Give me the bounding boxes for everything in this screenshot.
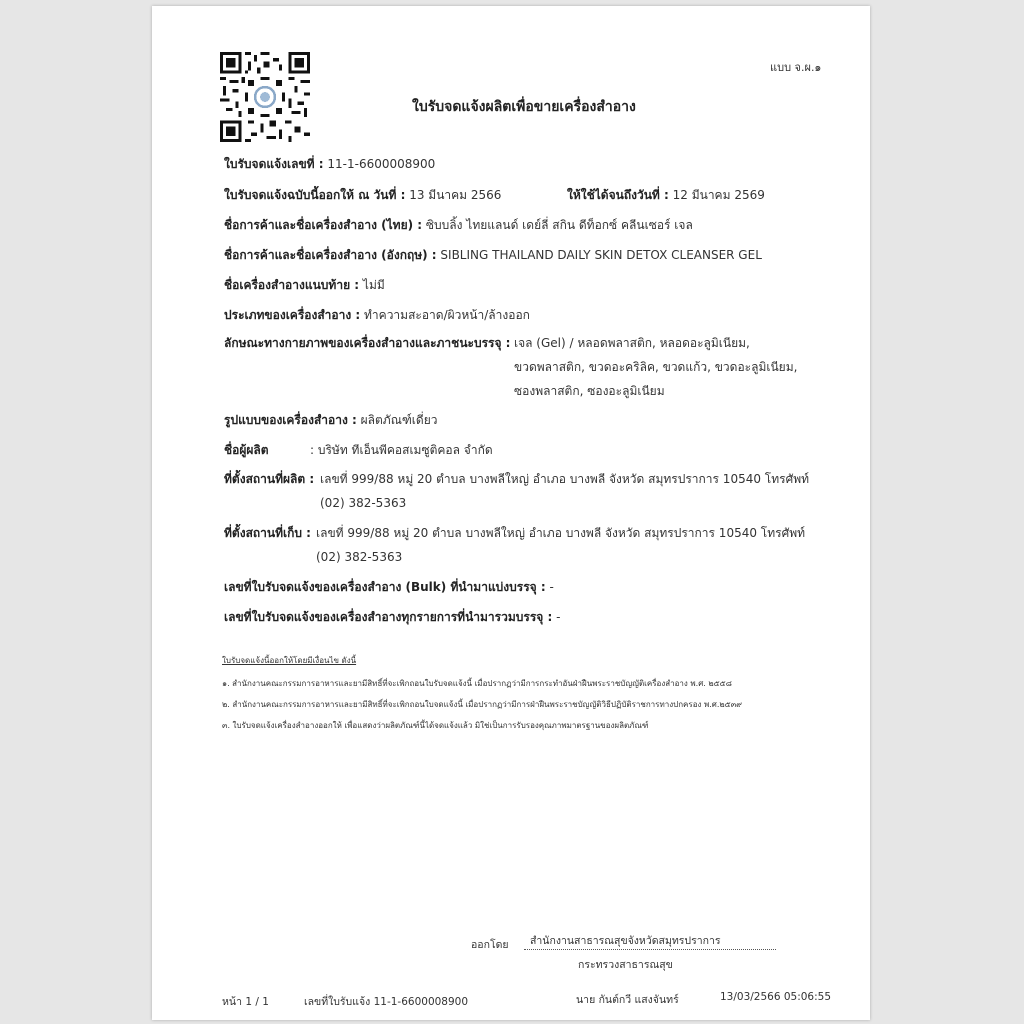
storage-phone: (02) 382-5363 — [316, 550, 403, 564]
form-row — [224, 412, 437, 428]
attached-label: ชื่อเครื่องสำอางแนบท้าย : — [224, 278, 360, 292]
condition-item: ๓. ใบรับจดแจ้งเครื่องสำอางออกให้ เพื่อแสดงว่าผลิตภัณฑ์นี้ได้จดแจ้งแล้ว มิใช่เป็นการรับรองคุณภาพมาตรฐานของผลิตภัณฑ์ — [222, 721, 649, 730]
name-th: ซิบบลิ้ง ไทยแลนด์ เดย์ลี่ สกิน ดีท็อกซ์ คลีนเซอร์ เจล — [425, 218, 693, 232]
expiry-date: 12 มีนาคม 2569 — [672, 188, 765, 202]
bulk-label: เลขที่ใบรับจดแจ้งของเครื่องสำอาง (Bulk) ที่นำมาแบ่งบรรจุ : — [224, 580, 546, 594]
all-label: เลขที่ใบรับจดแจ้งของเครื่องสำอางทุกรายการที่นำมารวมบรรจุ : — [224, 610, 553, 624]
page-number: หน้า 1 / 1 — [222, 996, 269, 1008]
issuing-office: สำนักงานสาธารณสุขจังหวัดสมุทรปราการ — [524, 932, 776, 950]
name-th-row — [224, 217, 693, 233]
ministry: กระทรวงสาธารณสุข — [578, 959, 673, 971]
physical-line: เจล (Gel) / หลอดพลาสติก, หลอดอะลูมิเนียม, — [514, 336, 750, 350]
conditions-heading: ใบรับจดแจ้งนี้ออกให้โดยมีเงื่อนไข ดังนี้ — [222, 656, 357, 665]
type-value: ทำความสะอาด/ผิวหน้า/ล้างออก — [364, 308, 530, 322]
issue-date-label: ใบรับจดแจ้งฉบับนี้ออกให้ ณ วันที่ : — [224, 188, 406, 202]
maker-value: : บริษัท ทีเอ็นพีคอสเมซูติคอล จำกัด — [310, 443, 493, 457]
certificate-page — [152, 6, 870, 1020]
storage-address: เลขที่ 999/88 หมู่ 20 ตำบล บางพลีใหญ่ อำเภอ บางพลี จังหวัด สมุทรปราการ 10540 โทรศัพท์ — [316, 526, 806, 540]
qr-code — [220, 52, 310, 142]
factory-phone: (02) 382-5363 — [320, 496, 407, 510]
type-row — [224, 307, 530, 323]
receipt-number-row — [224, 156, 435, 172]
factory-address: เลขที่ 999/88 หมู่ 20 ตำบล บางพลีใหญ่ อำเภอ บางพลี จังหวัด สมุทรปราการ 10540 โทรศัพท์ — [320, 472, 810, 486]
form-label: รูปแบบของเครื่องสำอาง : — [224, 413, 357, 427]
name-en: SIBLING THAILAND DAILY SKIN DETOX CLEANSER GEL — [440, 248, 762, 262]
physical-label: ลักษณะทางกายภาพของเครื่องสำอางและภาชนะบรรจุ : — [224, 336, 511, 350]
condition-item: ๑. สำนักงานคณะกรรมการอาหารและยามีสิทธิ์ที่จะเพิกถอนใบรับจดแจ้งนี้ เมื่อปรากฏว่ามีการกระทำอันฝ่าฝืนพระราชบัญญัติเครื่องสำอาง พ.ศ. ๒๕๕๘ — [222, 679, 732, 688]
name-en-label: ชื่อการค้าและชื่อเครื่องสำอาง (อังกฤษ) : — [224, 248, 437, 262]
document-title: ใบรับจดแจ้งผลิตเพื่อขายเครื่องสำอาง — [412, 99, 636, 115]
all-value: - — [556, 610, 561, 624]
all-row — [224, 609, 560, 625]
print-timestamp: 13/03/2566 05:06:55 — [720, 991, 832, 1003]
name-en-row — [224, 247, 762, 263]
type-label: ประเภทของเครื่องสำอาง : — [224, 308, 361, 322]
condition-item: ๒. สำนักงานคณะกรรมการอาหารและยามีสิทธิ์ที่จะเพิกถอนใบจดแจ้งนี้ เมื่อปรากฏว่ามีการฝ่าฝืนพระราชบัญญัติวิธีปฏิบัติราชการทางปกครอง พ.ศ.๒๕๓๙ — [222, 700, 743, 709]
physical-line: ขวดพลาสติก, ขวดอะคริลิค, ขวดแก้ว, ขวดอะลูมิเนียม, — [514, 360, 798, 374]
officer-name: นาย กันต์กวี แสงจันทร์ — [576, 994, 679, 1006]
footer-receipt-number: เลขที่ใบรับแจ้ง 11-1-6600008900 — [304, 996, 469, 1008]
bulk-value: - — [549, 580, 554, 594]
storage-label: ที่ตั้งสถานที่เก็บ : — [224, 526, 311, 540]
attached-value: ไม่มี — [362, 278, 385, 292]
receipt-number: 11-1-6600008900 — [327, 157, 436, 171]
issue-date: 13 มีนาคม 2566 — [409, 188, 502, 202]
attached-row — [224, 277, 385, 293]
expiry-date-label: ให้ใช้ได้จนถึงวันที่ : — [567, 188, 669, 202]
issue-date-row — [224, 187, 501, 203]
receipt-number-label: ใบรับจดแจ้งเลขที่ : — [224, 157, 324, 171]
name-th-label: ชื่อการค้าและชื่อเครื่องสำอาง (ไทย) : — [224, 218, 423, 232]
form-code: แบบ จ.ผ.๑ — [770, 61, 822, 74]
form-value: ผลิตภัณฑ์เดี่ยว — [360, 413, 438, 427]
factory-label: ที่ตั้งสถานที่ผลิต : — [224, 472, 315, 486]
physical-line: ซองพลาสติก, ซองอะลูมิเนียม — [514, 384, 665, 398]
maker-label: ชื่อผู้ผลิต — [224, 443, 269, 457]
bulk-row — [224, 579, 554, 595]
expiry-date-row — [567, 187, 765, 203]
issued-by-label: ออกโดย — [471, 939, 509, 951]
